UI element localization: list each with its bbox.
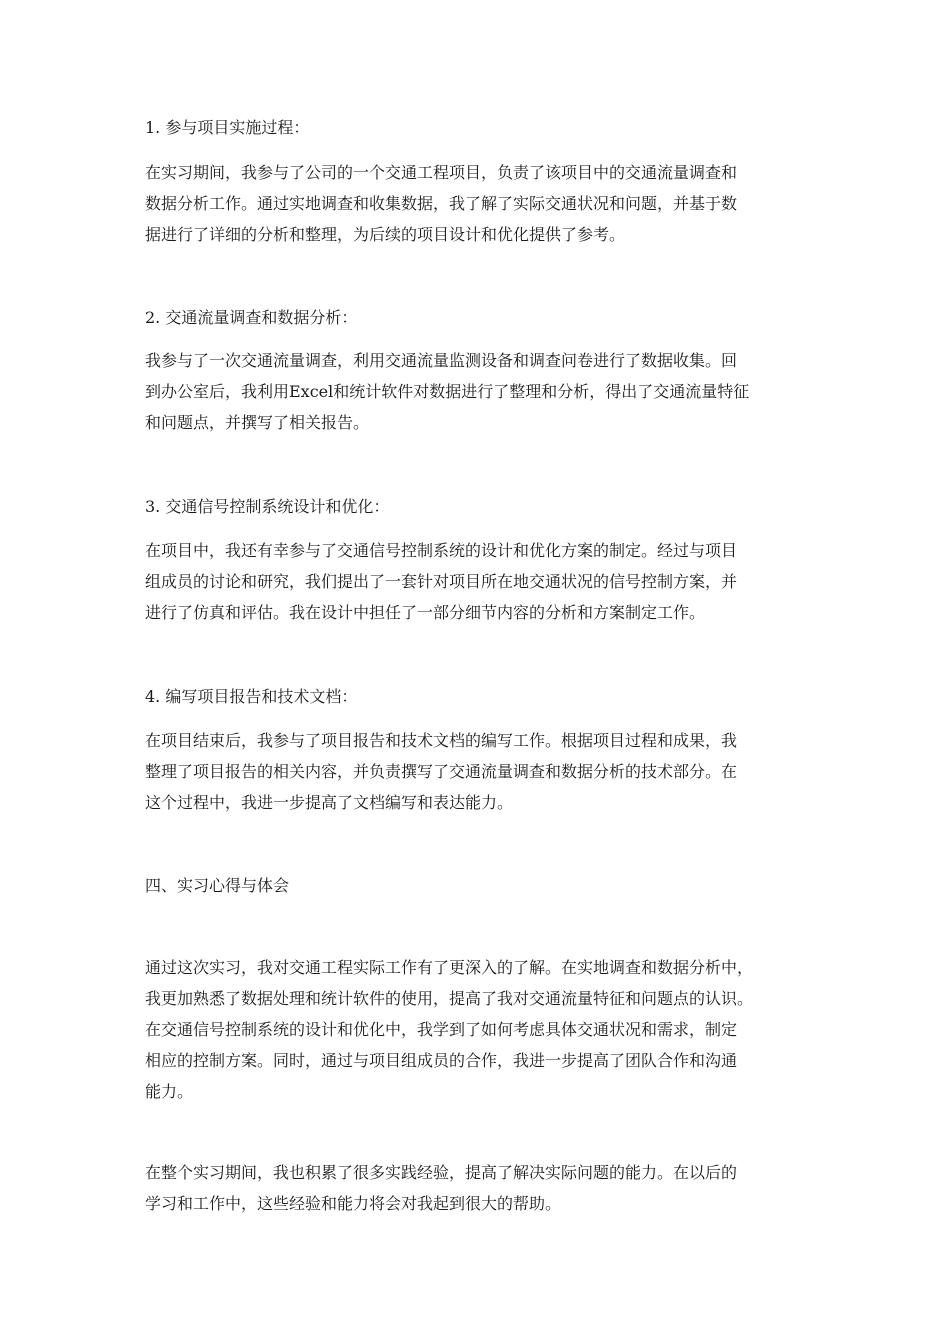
paragraph-line: 学习和工作中，这些经验和能力将会对我起到很大的帮助。 — [145, 1194, 562, 1213]
paragraph-line: 数据分析工作。通过实地调查和收集数据，我了解了实际交通状况和问题，并基于数 — [145, 194, 738, 213]
paragraph-line: 能力。 — [145, 1082, 194, 1101]
paragraph-line: 在项目中，我还有幸参与了交通信号控制系统的设计和优化方案的制定。经过与项目 — [145, 541, 738, 560]
section-heading: 四、实习心得与体会 — [145, 876, 290, 895]
paragraph-line: 组成员的讨论和研究，我们提出了一套针对项目所在地交通状况的信号控制方案，并 — [145, 572, 738, 591]
paragraph-line: 整理了项目报告的相关内容，并负责撰写了交通流量调查和数据分析的技术部分。在 — [145, 762, 738, 781]
paragraph-line: 在实习期间，我参与了公司的一个交通工程项目，负责了该项目中的交通流量调查和 — [145, 163, 738, 182]
paragraph-line: 在项目结束后，我参与了项目报告和技术文档的编写工作。根据项目过程和成果，我 — [145, 731, 738, 750]
heading-2: 2. 交通流量调查和数据分析： — [145, 308, 358, 327]
heading-4: 4. 编写项目报告和技术文档： — [145, 687, 358, 706]
paragraph-line: 进行了仿真和评估。我在设计中担任了一部分细节内容的分析和方案制定工作。 — [145, 603, 706, 622]
paragraph-line: 到办公室后，我利用Excel和统计软件对数据进行了整理和分析，得出了交通流量特征 — [145, 382, 750, 401]
paragraph-line: 和问题点，并撰写了相关报告。 — [145, 413, 370, 432]
paragraph-line: 这个过程中，我进一步提高了文档编写和表达能力。 — [145, 793, 514, 812]
heading-1: 1. 参与项目实施过程： — [145, 118, 310, 137]
paragraph-line: 我参与了一次交通流量调查，利用交通流量监测设备和调查问卷进行了数据收集。回 — [145, 351, 738, 370]
paragraph-line: 相应的控制方案。同时，通过与项目组成员的合作，我进一步提高了团队合作和沟通 — [145, 1051, 738, 1070]
paragraph-line: 通过这次实习，我对交通工程实际工作有了更深入的了解。在实地调查和数据分析中， — [145, 958, 754, 977]
paragraph-line: 据进行了详细的分析和整理，为后续的项目设计和优化提供了参考。 — [145, 225, 626, 244]
heading-3: 3. 交通信号控制系统设计和优化： — [145, 497, 390, 516]
paragraph-line: 在整个实习期间，我也积累了很多实践经验，提高了解决实际问题的能力。在以后的 — [145, 1163, 738, 1182]
paragraph-line: 我更加熟悉了数据处理和统计软件的使用，提高了我对交通流量特征和问题点的认识。 — [145, 989, 754, 1008]
paragraph-line: 在交通信号控制系统的设计和优化中，我学到了如何考虑具体交通状况和需求，制定 — [145, 1020, 738, 1039]
